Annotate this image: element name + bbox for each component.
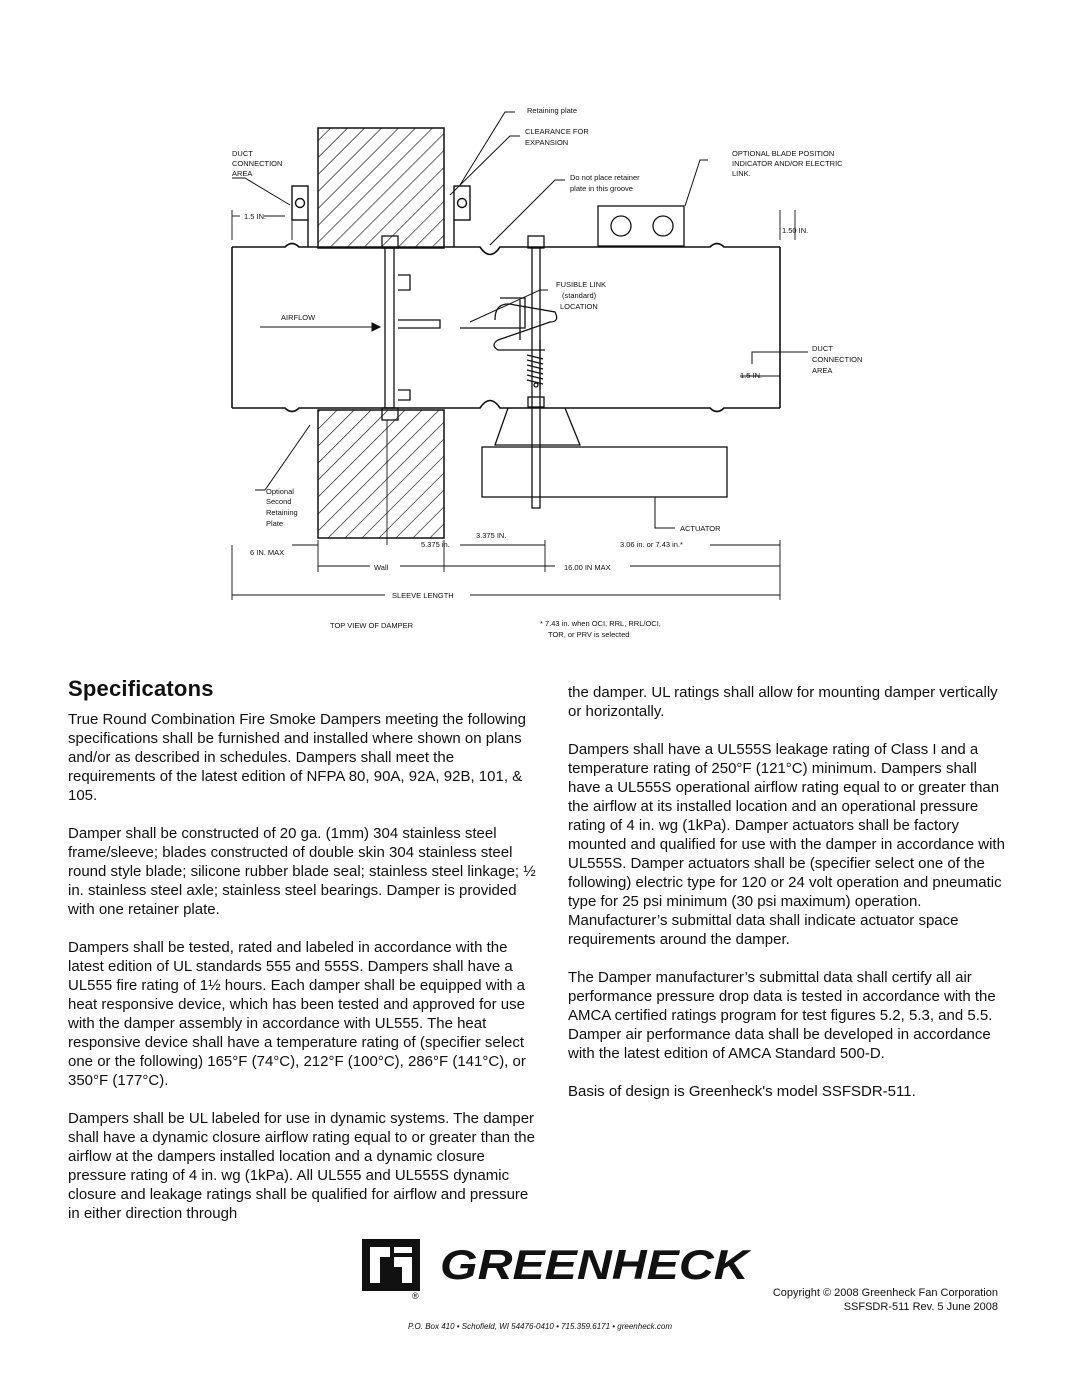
spec-paragraph: Basis of design is Greenheck's model SSFSDR-511. [568, 1083, 916, 1100]
label-optional-blade: INDICATOR AND/OR ELECTRIC [732, 159, 843, 168]
label-optional-second: Retaining [266, 508, 298, 517]
registered-mark: ® [412, 1291, 419, 1301]
specifications-heading: Specificatons [68, 676, 214, 701]
label-dim-16max: 16.00 IN MAX [564, 563, 611, 572]
label-optional-blade: OPTIONAL BLADE POSITION [732, 149, 835, 158]
label-dim-1-5-right: 1.5 IN. [740, 371, 763, 380]
label-optional-second: Plate [266, 519, 284, 528]
spec-paragraph: The Damper manufacturer’s submittal data shall certify all air performance pressure drop data is tested in accordance with the AMCA certified ratings program for test figures 5.2, 5.3, and 5.5. Damper air performance data shall be developed in accordance with the latest edition of AMCA Standard 500-D. [568, 969, 996, 1062]
label-no-retainer: plate in this groove [570, 184, 633, 193]
company-address: P.O. Box 410 • Schofield, WI 54476-0410 • 715.359.6171 • greenheck.com [408, 1322, 672, 1331]
label-optional-second: Optional [266, 487, 294, 496]
label-footnote: * 7.43 in. when OCI, RRL, RRL/OCI, [540, 619, 661, 628]
document-id: SSFSDR-511 Rev. 5 June 2008 [843, 1301, 998, 1313]
actuator-box [482, 447, 727, 497]
label-fusible-link: FUSIBLE LINK [556, 280, 607, 289]
label-clearance: EXPANSION [525, 138, 569, 147]
dimension-lines [232, 210, 795, 600]
label-duct-connection-right: CONNECTION [812, 355, 863, 364]
right-column [568, 683, 1008, 1120]
label-duct-connection-right: DUCT [812, 344, 833, 353]
damper-top-view-drawing [0, 0, 1080, 650]
label-optional-second: Second [266, 497, 292, 506]
logo-wordmark: GREENHECK [440, 1241, 749, 1288]
label-sleeve-length: SLEEVE LENGTH [392, 591, 454, 600]
label-footnote: TOR, or PRV is selected [548, 630, 630, 639]
label-airflow: AIRFLOW [281, 313, 316, 322]
label-fusible-link: LOCATION [560, 302, 598, 311]
spec-paragraph: Dampers shall be tested, rated and labeled in accordance with the latest edition of UL standards 555 and 555S. Dampers shall have a UL555 fire rating of 1½ hours. Each damper shall be equipped with a heat responsive device, which has been tested and approved for use with the damper assembly in accordance with UL555. The heat responsive device shall have a temperature rating of (specifier select one or the following) 165°F (74°C), 212°F (100°C), 286°F (141°C), or 350°F (177°C). [68, 939, 526, 1089]
label-actuator: ACTUATOR [680, 524, 721, 533]
label-dim-6max: 6 IN. MAX [250, 548, 285, 557]
label-dim-1-50-right: 1.50 IN. [782, 226, 809, 235]
spec-paragraph: Dampers shall have a UL555S leakage rating of Class I and a temperature rating of 250°F (121°C) minimum. Dampers shall have a UL555S operational airflow rating equal to or greater than the airflow at its installed location and an operational pressure rating of 4 in. wg (1kPa). Damper actuators shall be factory mounted and qualified for use with the damper in accordance with UL555S. Damper actuators shall be (specifier select one of the following) electric type for 120 or 24 volt operation and pneumatic type for 25 psi minimum (30 psi maximum) operation. Manufacturer’s submittal data shall indicate actuator space requirements around the damper. [568, 741, 1005, 948]
label-fusible-link: (standard) [562, 291, 597, 300]
label-wall: Wall [374, 563, 389, 572]
label-dim-3375: 3.375 IN. [476, 531, 507, 540]
spec-paragraph: True Round Combination Fire Smoke Dampers meeting the following specifications shall be furnished and installed where shown on plans and/or as described in schedules. Dampers shall meet the requirements of the latest edition of NFPA 80, 90A, 92A, 92B, 101, & 105. [68, 711, 526, 804]
spec-paragraph: Dampers shall be UL labeled for use in dynamic systems. The damper shall have a dynamic closure airflow rating equal to or greater than the airflow at the dampers installed location and a dynamic closure pressure rating of 4 in. wg (1kPa). All UL555 and UL555S dynamic closure and leakage ratings shall be qualified for airflow and pressure in either direction through [68, 1110, 535, 1222]
label-duct-connection: AREA [232, 169, 253, 178]
blade-indicator-box [598, 206, 684, 246]
label-duct-connection: DUCT [232, 149, 253, 158]
left-column [68, 710, 538, 1242]
label-duct-connection-right: AREA [812, 366, 833, 375]
label-top-view: TOP VIEW OF DAMPER [330, 621, 414, 630]
copyright-block [773, 1286, 998, 1314]
label-dim-306: 3.06 in. or 7.43 in.* [620, 540, 683, 549]
label-no-retainer: Do not place retainer [570, 173, 640, 182]
label-retaining-plate: Retaining plate [527, 106, 578, 115]
label-dim-5375: 5.375 in. [421, 540, 450, 549]
wall-hatch [318, 128, 444, 538]
label-optional-blade: LINK. [732, 169, 751, 178]
label-dim-1-5-left: 1.5 IN. [244, 212, 267, 221]
greenheck-logo-mark-icon [360, 1235, 430, 1301]
copyright-text: Copyright © 2008 Greenheck Fan Corporation [772, 1287, 998, 1299]
greenheck-logo [360, 1235, 749, 1301]
label-duct-connection: CONNECTION [232, 159, 283, 168]
spec-paragraph: Damper shall be constructed of 20 ga. (1mm) 304 stainless steel frame/sleeve; blades constructed of double skin 304 stainless steel round style blade; silicone rubber blade seal; stainless steel linkage; ½ in. stainless steel axle; stainless steel bearings. Damper is provided with one retainer plate. [68, 825, 536, 918]
spec-paragraph: the damper. UL ratings shall allow for mounting damper vertically or horizontally. [568, 684, 998, 720]
label-clearance: CLEARANCE FOR [525, 127, 589, 136]
